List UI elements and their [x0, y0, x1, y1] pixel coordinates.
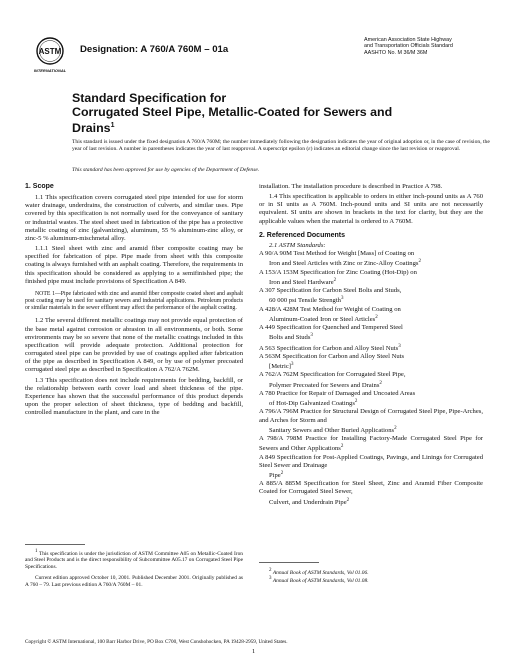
- title-line: Standard Specification for: [72, 91, 227, 105]
- subheading: 2.1 ASTM Standards:: [269, 241, 326, 249]
- reference-continuation-line: [259, 470, 483, 480]
- footnote-mark: 3: [290, 362, 294, 368]
- right-column: [259, 183, 483, 507]
- reference-continuation-line: [259, 314, 483, 324]
- reference-item: [259, 287, 483, 306]
- document-title: [72, 92, 492, 136]
- approval-note: This standard has been approved for use by agencies of the Department of Defense.: [72, 167, 260, 173]
- footnote-text: Annual Book of ASTM Standards, Vol 01.06.: [272, 569, 369, 576]
- issued-note: This standard is issued under the fixed designation A 760/A 760M; the number immediately following the designation indicates the year of original adoption or, in the case of revision, the year of last revision. A number in parentheses indicates the year of last reapproval. A superscript epsilon (ε) indicates an editorial change since the last revision or reapproval.: [72, 139, 490, 153]
- reference-text: A 428/A 428M Test Method for Weight of Coating on: [259, 305, 401, 313]
- reference-continuation-line: [259, 398, 483, 408]
- reference-text: A 90/A 90M Test Method for Weight [Mass] of Coating on: [259, 250, 415, 258]
- org-line: and Transportation Officials Standard: [364, 43, 453, 50]
- footnote-mark: 3: [398, 343, 401, 349]
- reference-continuation: Sanitary Sewers and Other Buried Applications: [269, 426, 395, 434]
- designation: Designation: A 760/A 760M – 01a: [80, 44, 229, 55]
- section-heading: 1. Scope: [25, 183, 54, 190]
- footnote-mark: 2: [333, 277, 337, 283]
- reference-item: [259, 306, 483, 325]
- paragraph: installation. The installation procedure is described in Practice A 798.: [259, 183, 443, 190]
- footnote: [25, 549, 243, 571]
- footnote-mark: 2: [418, 259, 421, 265]
- reference-text: A 762/A 762M Specification for Corrugated Steel Pipe,: [259, 371, 406, 379]
- reference-text: A 796/A 796M Practice for Structural Design of Corrugated Steel Pipe, Pipe-Arches, and Arches for Storm and: [259, 408, 483, 424]
- title-line: Corrugated Steel Pipe, Metallic-Coated for Sewers and: [72, 104, 393, 119]
- reference-continuation-line: [259, 361, 483, 371]
- reference-item: [259, 343, 483, 353]
- copyright: Copyright © ASTM International, 100 Barr Harbor Drive, PO Box C700, West Conshohocken, PA 19428-2959, United States.: [25, 639, 288, 645]
- footnote-mark: 2: [269, 568, 272, 573]
- reference-continuation: [Metric]: [269, 363, 291, 371]
- reference-item: [259, 353, 483, 372]
- reference-item: [259, 371, 483, 390]
- reference-text: A 307 Specification for Carbon Steel Bolts and Studs,: [259, 287, 402, 295]
- title-line3: Drains: [72, 121, 111, 136]
- org-line: American Association State Highway: [364, 37, 452, 43]
- reference-text: A 798/A 798M Practice for Installing Factory-Made Corrugated Steel Pipe for Sewers and Other Applications: [259, 435, 483, 453]
- reference-continuation: Aluminum-Coated Iron or Steel Articles: [269, 315, 376, 323]
- footnote-rule: [25, 544, 85, 545]
- reference-continuation: Culvert, and Underdrain Pipe: [269, 498, 347, 506]
- footnote-mark: 2: [394, 425, 397, 431]
- reference-text: A 885/A 885M Specification for Steel Sheet, Zinc and Aramid Fiber Composite Coated for Corrugated Steel Sewer,: [259, 480, 483, 496]
- astm-logo-icon: [33, 36, 67, 78]
- reference-item: [259, 390, 483, 409]
- footnote-mark: 3: [340, 296, 344, 302]
- logo-subtext: INTERNATIONAL: [33, 68, 67, 73]
- reference-item: [259, 269, 483, 288]
- reference-continuation: Iron and Steel Hardware: [269, 278, 334, 286]
- reference-continuation: Polymer Precoated for Sewers and Drains: [269, 381, 380, 389]
- org-block: [364, 37, 494, 56]
- reference-continuation-line: [259, 277, 483, 287]
- reference-item: [259, 408, 483, 435]
- reference-item: [259, 435, 483, 454]
- paragraph: 1.1.1 Steel sheet with zinc and aramid fiber composite coating may be specified for fabrication of pipe. Pipe made from sheet with this composite coating is always furnished with an asphalt coating. Therefore, the requirements in this specification should be considered as applying to a semifinished pipe; the finished pipe must include provisions of Specification A 849.: [25, 245, 243, 285]
- paragraph: 1.2 The several different metallic coatings may not provide equal protection of the base metal against corrosion or abrasion in all environments, or both. Some environments may be so severe that none of the metallic coatings included in this specification will provide adequate protection. Additional protection for corrugated steel pipe can be provided by use of coatings applied after fabrication of the pipe as described in Specification A 849, or by use of polymer precoated corrugated steel pipe as described in Specification A 762/A 762M.: [25, 317, 243, 374]
- reference-item: [259, 250, 483, 269]
- org-line: AASHTO No. M 36/M 36M: [364, 49, 428, 56]
- footnote-mark: 2: [379, 380, 382, 386]
- reference-text: A 563 Specification for Carbon and Alloy Steel Nuts: [259, 344, 399, 352]
- reference-item: [259, 480, 483, 507]
- footnote-mark: 2: [375, 314, 378, 320]
- footnote: [259, 576, 483, 584]
- paragraph: 1.1 This specification covers corrugated steel pipe intended for use for storm water drainage, underdrains, the construction of culverts, and similar uses. Pipe covered by this specification is not normally used for the conveyance of sanitary or industrial wastes. The steel sheet used in fabrication of the pipe has a protective metallic coating of zinc (galvanizing), aluminum, 55 % aluminum-zinc alloy, or zinc-5 % aluminum-mischmetal alloy.: [25, 194, 243, 242]
- footnote-mark: 3: [269, 576, 272, 581]
- reference-continuation-line: [259, 497, 483, 507]
- reference-text: A 449 Specification for Quenched and Tempered Steel: [259, 324, 403, 332]
- footnote-mark: 2: [346, 497, 350, 503]
- reference-continuation: Bolts and Studs: [269, 334, 311, 342]
- reference-continuation: of Hot-Dip Galvanized Coatings: [269, 400, 355, 408]
- reference-continuation-line: [259, 258, 483, 268]
- footnote-rule: [259, 562, 319, 563]
- paragraph: 1.3 This specification does not include requirements for bedding, backfill, or the relationship between earth cover load and sheet thickness of the pipe. Experience has shown that the successful performance of this product depends upon the proper selection of sheet thickness, type of bedding and backfill, controlled manufacture in the plant, and care in the: [25, 376, 243, 417]
- title-line: [72, 119, 492, 136]
- paragraph: 1.4 This specification is applicable to orders in either inch-pound units as A 760 or in SI units as A 760M. Inch-pound units and SI units are not necessarily equivalent. SI units are shown in brackets in the text for clarity, but they are the applicable values when the material is ordered to A 760M.: [259, 193, 483, 225]
- reference-continuation-line: [259, 425, 483, 435]
- footnote-text: Annual Book of ASTM Standards, Vol 01.08.: [272, 577, 369, 584]
- section-heading: 2. Referenced Documents: [259, 231, 345, 239]
- reference-list: [259, 250, 483, 507]
- reference-text: A 849 Specification for Post-Applied Coatings, Pavings, and Linings for Corrugated Steel Sewer and Drainage: [259, 453, 483, 469]
- page-number: 1: [252, 648, 256, 655]
- footnote-mark: 3: [310, 333, 313, 339]
- footnote: Current edition approved October 10, 2001. Published December 2001. Originally published as A 760 – 79. Last previous edition A 760/A 760M – 01.: [25, 575, 243, 588]
- reference-continuation-line: [259, 380, 483, 390]
- reference-text: A 563M Specification for Carbon and Alloy Steel Nuts: [259, 352, 405, 360]
- footnote-mark: 2: [280, 470, 284, 476]
- logo-text: ASTM: [38, 47, 62, 56]
- reference-continuation-line: [259, 332, 483, 342]
- left-column: [25, 183, 243, 417]
- reference-continuation-line: [259, 295, 483, 305]
- reference-continuation: 60 000 psi Tensile Strength: [269, 297, 341, 305]
- footnote-mark: 1: [35, 549, 38, 554]
- reference-continuation: Iron and Steel Articles with Zinc or Zinc-Alloy Coatings: [269, 260, 419, 268]
- footnote-text: This specification is under the jurisdiction of ASTM Committee A05 on Metallic-Coated Iron and Steel Products and is the direct responsibility of Subcommittee A05.17 on Corrugated Steel Pipe Specifications.: [25, 550, 243, 570]
- note: NOTE 1—Pipe fabricated with zinc and aramid fiber composite coated sheet and asphalt post coating may be used for sanitary sewers and industrial applications. Petroleum products or similar materials in the sewer effluent may affect the performance of the asphalt coating.: [25, 290, 243, 312]
- reference-text: A 153/A 153M Specification for Zinc Coating (Hot-Dip) on: [259, 268, 417, 276]
- reference-text: A 780 Practice for Repair of Damaged and Uncoated Areas: [259, 389, 416, 397]
- reference-item: [259, 454, 483, 481]
- footnote-mark: 2: [354, 399, 358, 405]
- title-footnote-mark: 1: [110, 122, 115, 129]
- reference-item: [259, 324, 483, 343]
- footnote-mark: 2: [340, 444, 344, 450]
- reference-continuation: Pipe: [269, 472, 281, 480]
